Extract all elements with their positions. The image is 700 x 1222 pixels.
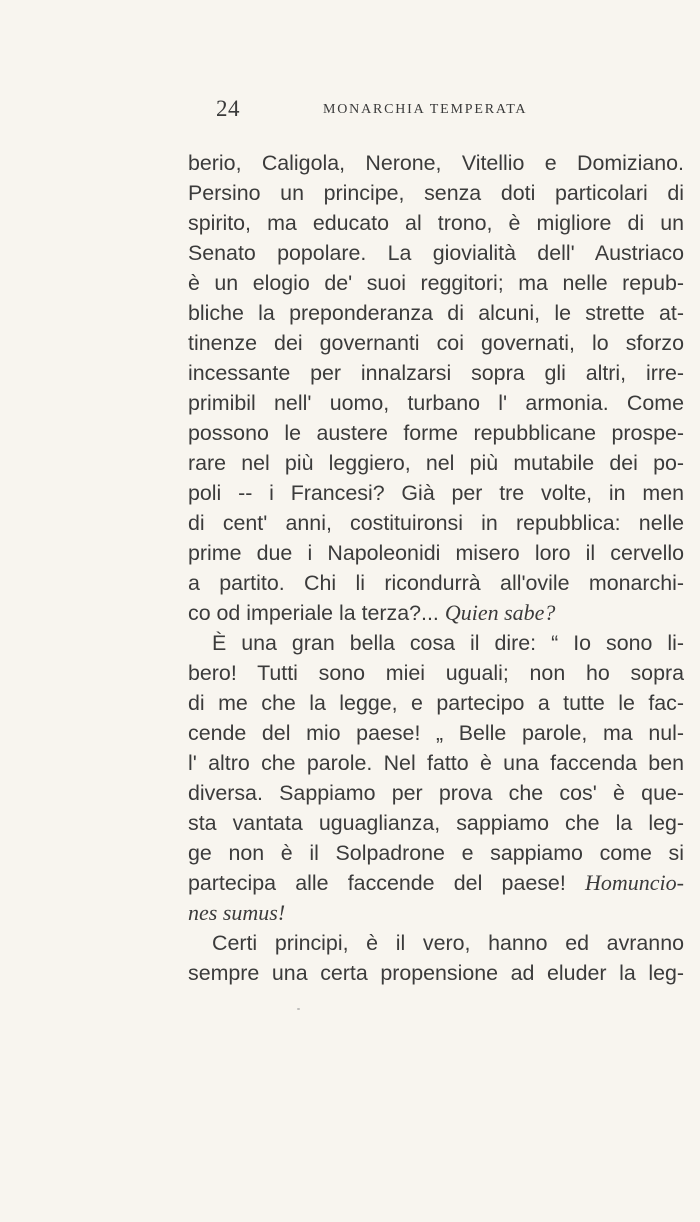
text-line: è un elogio de' suoi reggitori; ma nelle repub- xyxy=(188,271,684,295)
text-fragment: co od imperiale la terza?... xyxy=(188,601,439,625)
page-header xyxy=(192,96,686,126)
text-line: berio, Caligola, Nerone, Vitellio e Domiziano. xyxy=(188,151,684,175)
text-line: bero! Tutti sono miei uguali; non ho sopra xyxy=(188,661,684,685)
text-line xyxy=(188,898,684,928)
running-title: MONARCHIA TEMPERATA xyxy=(323,102,528,117)
text-line xyxy=(188,598,684,628)
text-line: primibil nell' uomo, turbano l' armonia. Come xyxy=(188,391,684,415)
text-line: sempre una certa propensione ad eluder la leg- xyxy=(188,961,684,985)
paragraph xyxy=(188,928,684,988)
text-line: Certi principi, è il vero, hanno ed avranno xyxy=(212,931,684,955)
text-line: a partito. Chi li ricondurrà all'ovile monarchi- xyxy=(188,571,684,595)
paragraph xyxy=(188,628,684,928)
text-line: prime due i Napoleonidi misero loro il cervello xyxy=(188,541,684,565)
text-line: tinenze dei governanti coi governati, lo sforzo xyxy=(188,331,684,355)
text-line: cende del mio paese! „ Belle parole, ma nul- xyxy=(188,721,684,745)
text-line: spirito, ma educato al trono, è migliore di un xyxy=(188,211,684,235)
text-line xyxy=(188,868,684,898)
text-line: sta vantata uguaglianza, sappiamo che la leg- xyxy=(188,811,684,835)
text-line: incessante per innalzarsi sopra gli altri, irre- xyxy=(188,361,684,385)
italic-phrase: nes sumus! xyxy=(188,900,286,925)
text-line: Senato popolare. La giovialità dell' Austriaco xyxy=(188,241,684,265)
text-line: È una gran bella cosa il dire: “ Io sono li- xyxy=(212,631,684,655)
italic-phrase: Quien sabe? xyxy=(444,600,556,625)
text-line: di cent' anni, costituironsi in repubblica: nelle xyxy=(188,511,684,535)
paper-speck xyxy=(297,1008,300,1010)
paragraph xyxy=(188,148,684,628)
text-line: diversa. Sappiamo per prova che cos' è que- xyxy=(188,781,684,805)
text-line: di me che la legge, e partecipo a tutte le fac- xyxy=(188,691,684,715)
page-number: 24 xyxy=(216,96,240,121)
text-line: poli -- i Francesi? Già per tre volte, in men xyxy=(188,481,684,505)
body-text xyxy=(188,148,684,988)
text-fragment: partecipa alle faccende del paese! xyxy=(188,871,566,895)
text-line: ge non è il Solpadrone e sappiamo come si xyxy=(188,841,684,865)
italic-phrase: Homuncio- xyxy=(585,870,684,895)
text-line: Persino un principe, senza doti particolari di xyxy=(188,181,684,205)
text-line: possono le austere forme repubblicane prospe- xyxy=(188,421,684,445)
text-line: l' altro che parole. Nel fatto è una faccenda ben xyxy=(188,751,684,775)
text-line: bliche la preponderanza di alcuni, le strette at- xyxy=(188,301,684,325)
text-line: rare nel più leggiero, nel più mutabile dei po- xyxy=(188,451,684,475)
